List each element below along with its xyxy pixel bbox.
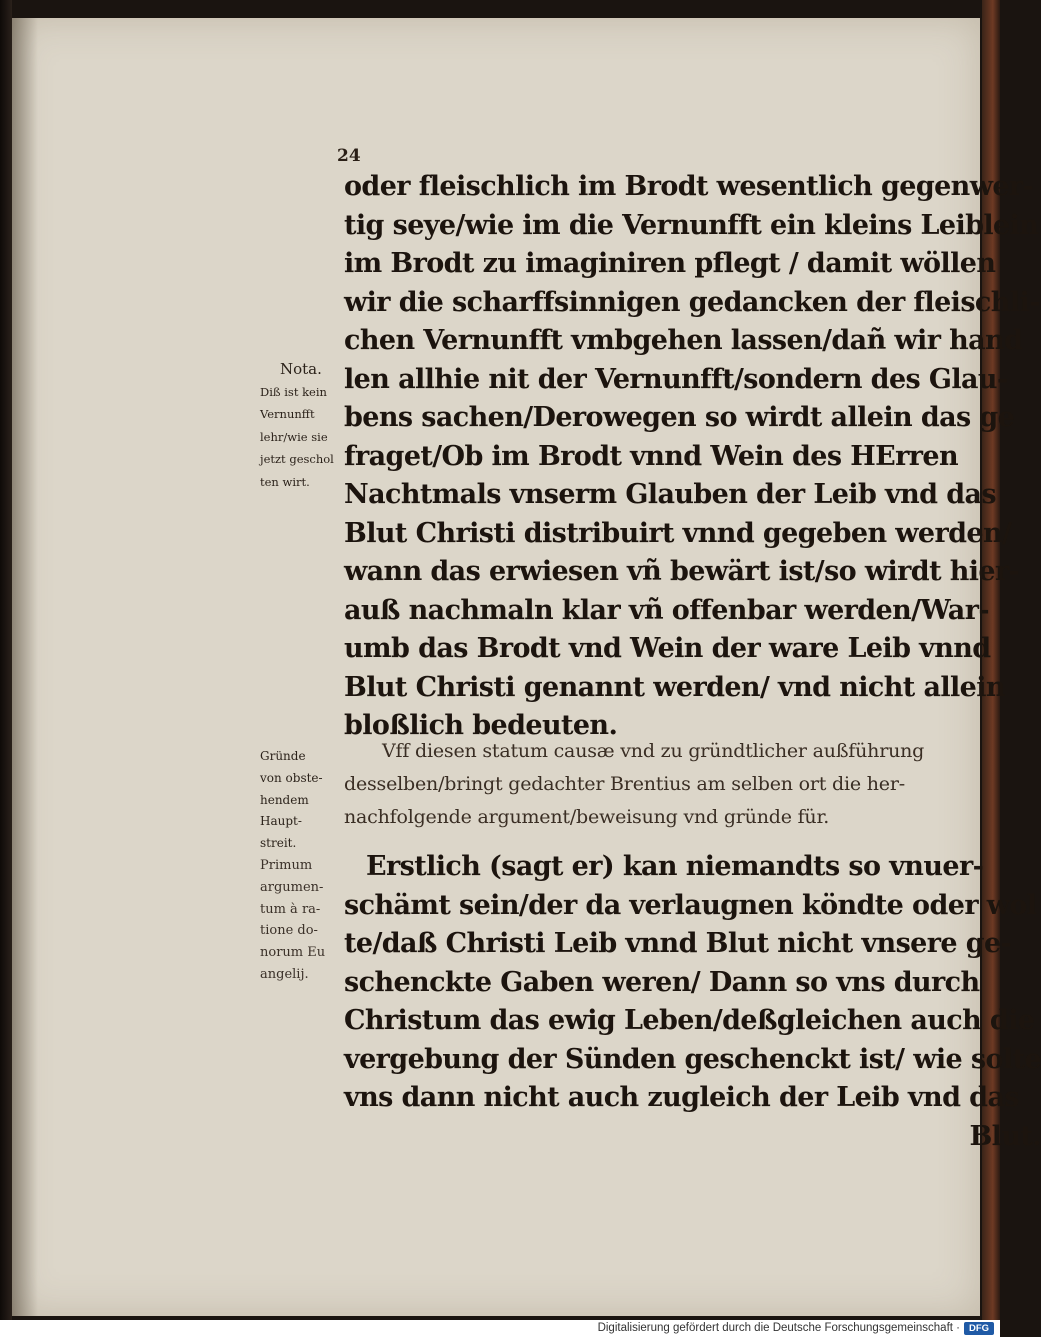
margin-note-line: lehr/wie sie — [260, 429, 328, 444]
text-line: schämt sein/der da verlaugnen köndte oder wol — [344, 889, 1037, 921]
text-line: Nachtmals vnserm Glauben der Leib vnd das — [344, 479, 997, 510]
page-number: 24 — [337, 146, 361, 166]
text-line: wir die scharffsinnigen gedancken der fleischli- — [344, 286, 1040, 318]
margin-note-line: Gründe — [260, 749, 306, 763]
text-line: umb das Brodt vnd Wein der ware Leib vnnd — [344, 633, 991, 664]
text-line: tig seye/wie im die Vernunfft ein kleins Leiblein — [344, 209, 1039, 241]
margin-note-line: streit. — [260, 836, 297, 851]
margin-note-line: Diß ist kein — [260, 384, 327, 399]
text-line: bens sachen/Derowegen so wirdt allein das ge — [344, 402, 1015, 433]
text-line: vns dann nicht auch zugleich der Leib vnd das — [344, 1082, 1019, 1113]
margin-note-line: jetzt geschol — [260, 452, 334, 466]
text-line: te/daß Christi Leib vnnd Blut nicht vnsere ge- — [344, 928, 1012, 959]
text-line: desselben/bringt gedachter Brentius am selben ort die her- — [344, 773, 905, 795]
margin-note-line: Haupt- — [260, 814, 302, 829]
text-line: schenckte Gaben weren/ Dann so vns durch — [344, 966, 980, 998]
margin-note-line: tione do- — [260, 923, 318, 939]
text-line: Blut Christi genannt werden/ vnd nicht allein — [344, 671, 1005, 703]
margin-note-latin — [260, 855, 352, 986]
margin-note-line: angelij. — [260, 966, 309, 982]
margin-note-line: Primum — [260, 857, 313, 873]
text-line: len allhie nit der Vernunfft/sondern des Glau- — [344, 363, 1008, 395]
page-gutter-shadow — [12, 18, 38, 1316]
text-line: auß nachmaln klar vñ offenbar werden/War- — [344, 594, 989, 626]
text-line: chen Vernunfft vmbgehen lassen/dañ wir hand — [344, 325, 1023, 356]
paragraph-1 — [344, 168, 1040, 746]
text-line: Blut Christi distribuirt vnnd gegeben werden/ — [344, 517, 1012, 549]
margin-note-line: hendem — [260, 792, 309, 807]
paragraph-2 — [344, 735, 924, 834]
funding-notice: Digitalisierung gefördert durch die Deutsche Forschungsgemeinschaft · — [597, 1322, 960, 1334]
margin-note-line: Vernunfft — [260, 407, 315, 421]
text-line: bloßlich bedeuten. — [344, 710, 618, 741]
margin-note-line: Nota. — [280, 360, 322, 378]
margin-note-line: von obste- — [260, 770, 323, 785]
text-line: Vff diesen statum causæ vnd zu gründtlicher außführung — [382, 740, 925, 762]
text-line: im Brodt zu imaginiren pflegt / damit wöllen — [344, 248, 996, 279]
text-line: oder fleischlich im Brodt wesentlich gegenwer- — [344, 171, 1034, 202]
margin-note-nota — [260, 358, 346, 493]
margin-note-line: ten wirt. — [260, 474, 310, 489]
text-line: Erstlich (sagt er) kan niemandts so vnuer- — [366, 851, 984, 882]
text-line: wann das erwiesen vñ bewärt ist/so wirdt hier- — [344, 556, 1020, 587]
text-line: fraget/Ob im Brodt vnnd Wein des HErren — [344, 440, 958, 472]
margin-note-gruende — [260, 746, 352, 986]
catchword: Blut. — [969, 1120, 1041, 1152]
text-line: nachfolgende argument/beweisung vnd gründe für. — [344, 806, 830, 828]
margin-note-line: tum à ra- — [260, 901, 321, 917]
book-page — [12, 18, 1041, 1316]
dfg-logo: DFG — [964, 1322, 994, 1335]
footer-bar — [0, 1320, 1000, 1337]
margin-note-line: norum Eu — [260, 945, 326, 961]
paragraph-3 — [344, 848, 1041, 1156]
text-line: vergebung der Sünden geschenckt ist/ wie solte — [344, 1043, 1041, 1075]
binding-edge — [0, 0, 12, 1320]
text-line: Christum das ewig Leben/deßgleichen auch die — [344, 1005, 1035, 1036]
margin-note-line: argumen- — [260, 879, 324, 895]
